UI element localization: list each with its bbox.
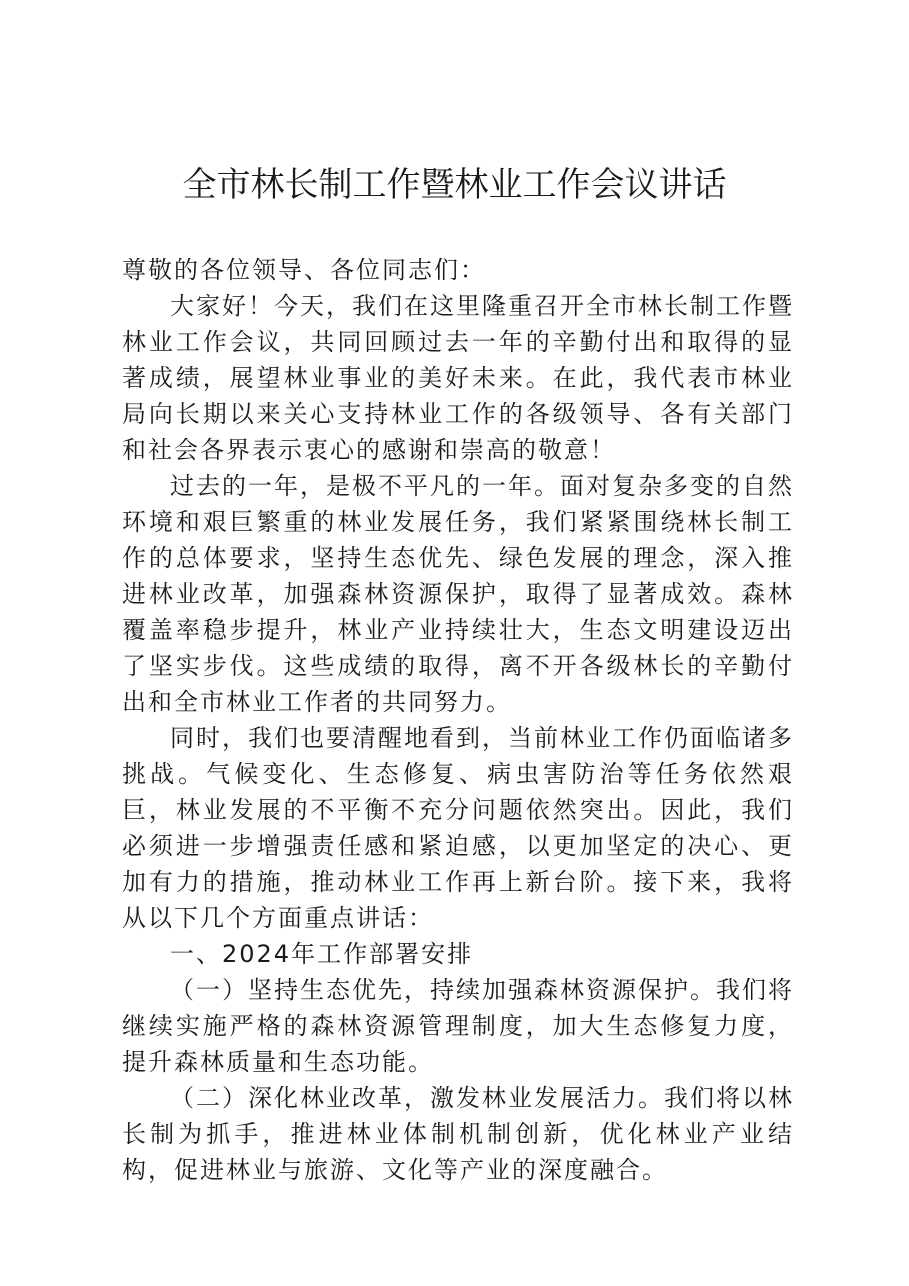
- paragraph-greeting: 大家好！今天，我们在这里隆重召开全市林长制工作暨林业工作会议，共同回顾过去一年的辛勤付出和取得的显著成绩，展望林业事业的美好未来。在此，我代表市林业局向长期以来关心支持林业工作的各级领导、各有关部门和社会各界表示衷心的感谢和崇高的敬意！: [122, 292, 794, 464]
- list-item: [122, 972, 794, 1080]
- document-body: [122, 252, 794, 1188]
- document-title: 全市林长制工作暨林业工作会议讲话: [182, 165, 727, 205]
- paragraph-challenges: 同时，我们也要清醒地看到，当前林业工作仍面临诸多挑战。气候变化、生态修复、病虫害防治等任务依然艰巨，林业发展的不平衡不充分问题依然突出。因此，我们必须进一步增强责任感和紧迫感，以更加坚定的决心、更加有力的措施，推动林业工作再上新台阶。接下来，我将从以下几个方面重点讲话：: [122, 724, 794, 932]
- item-lead: （一）坚持生态优先，持续加强森林资源保护。: [170, 976, 716, 1004]
- item-lead: （二）深化林业改革，激发林业发展活力。: [170, 1084, 664, 1112]
- list-item: [122, 1080, 794, 1188]
- section-heading: 一、2024年工作部署安排: [170, 940, 474, 968]
- item-text: 我们将继续实施严格的森林资源管理制度，加大生态修复力度，提升森林质量和生态功能。: [122, 976, 794, 1076]
- paragraph-review: 过去的一年，是极不平凡的一年。面对复杂多变的自然环境和艰巨繁重的林业发展任务，我们紧紧围绕林长制工作的总体要求，坚持生态优先、绿色发展的理念，深入推进林业改革，加强森林资源保护，取得了显著成效。森林覆盖率稳步提升，林业产业持续壮大，生态文明建设迈出了坚实步伐。这些成绩的取得，离不开各级林长的辛勤付出和全市林业工作者的共同努力。: [122, 472, 794, 716]
- item-text: 我们将以林长制为抓手，推进林业体制机制创新，优化林业产业结构，促进林业与旅游、文化等产业的深度融合。: [122, 1084, 794, 1184]
- salutation: 尊敬的各位领导、各位同志们：: [122, 256, 486, 284]
